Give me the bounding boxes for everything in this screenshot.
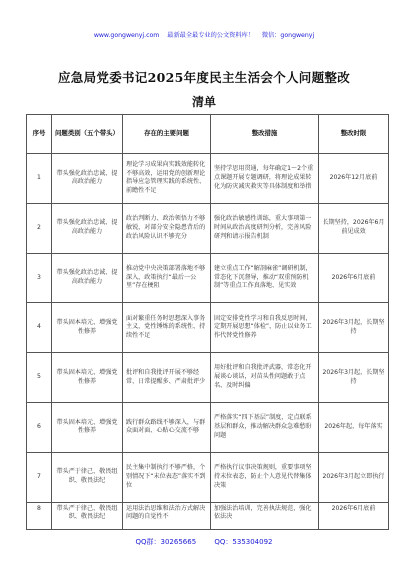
row-deadline: 2026年6月底前 — [319, 253, 389, 303]
table-row — [27, 203, 389, 253]
row-measures: 坚持学思用贯通，每年确定1～2个重点课题开展专题调研，将理论成果转化为防灾减灾救灾等具体制度和举措 — [211, 154, 319, 204]
qq-group: QQ群：30265665 — [135, 538, 197, 546]
row-problem: 民主集中制执行不够严格，个别情况下“末位表态”落实不到位 — [123, 452, 211, 502]
row-index: 2 — [27, 203, 52, 253]
qq-number: QQ：535304092 — [214, 538, 273, 546]
row-deadline: 2026年3月起立即执行 — [319, 452, 389, 502]
document-subtitle: 清单 — [191, 95, 216, 109]
row-measures: 严格落实“四下基层”制度，定点联系基层和群众，推动解决群众急难愁盼问题 — [211, 402, 319, 452]
row-category: 带头强化政治忠诚、提高政治能力 — [52, 203, 123, 253]
row-measures: 加强法治培训，完善执法规范，强化依法决 — [211, 502, 319, 529]
table-row — [27, 253, 389, 303]
header-index: 序号 — [27, 115, 52, 154]
table-row — [27, 452, 389, 502]
row-category: 带头严于律己、敬畏组织、敬畏法纪 — [52, 452, 123, 502]
row-measures: 建立重点工作“解剖麻雀”调研机制，常态化下沉督导，推动“双重预防机制”等重点工作真落地、见实效 — [211, 253, 319, 303]
table-row — [27, 154, 389, 204]
table-row — [27, 402, 389, 452]
row-problem: 运用法治思维和法治方式解决问题的自觉性不 — [123, 502, 211, 529]
row-index: 7 — [27, 452, 52, 502]
row-deadline: 2026年起，每年落实 — [319, 402, 389, 452]
row-index: 4 — [27, 303, 52, 353]
row-problem: 批评和自我批评开展不够经常，日常提醒多、严肃批评少 — [123, 353, 211, 403]
row-problem: 面对繁重任务时思想深入事务主义，党性锤炼的系统性、持续性不足 — [123, 303, 211, 353]
table-header-row — [27, 115, 389, 154]
row-index: 6 — [27, 402, 52, 452]
row-category: 带头固本培元、增强党性修养 — [52, 303, 123, 353]
table-row — [27, 303, 389, 353]
row-problem: 推动党中央决策部署落地不够深入，政策执行“最后一公里”存在梗阻 — [123, 253, 211, 303]
row-measures: 严格执行议事决策规则，重要事项坚持末位表态，防止个人意见代替集体决策 — [211, 452, 319, 502]
row-problem: 理论学习成果向实践效能转化不够高效，运用党的创新理论指导应急管理实践的系统性、前瞻性不足 — [123, 154, 211, 204]
row-deadline: 2026年12月底前 — [319, 154, 389, 204]
row-deadline: 2026年3月起，长期坚持 — [319, 353, 389, 403]
header-category: 问题类别（五个带头） — [52, 115, 123, 154]
row-index: 1 — [27, 154, 52, 204]
site-slogan: 最新最全最专业的公文资料库！ — [167, 32, 254, 39]
row-deadline: 2026年6月底前 — [319, 502, 389, 529]
site-footer — [0, 537, 408, 547]
row-measures: 强化政治敏感性训练，重大事项第一时间从政治高度研判分析，完善风险研判和请示报告机制 — [211, 203, 319, 253]
row-deadline: 2026年3月起，长期坚持 — [319, 303, 389, 353]
row-problem: 政治判断力、政治领悟力不够敏锐，对部分安全隐患背后的政治风险认识不够充分 — [123, 203, 211, 253]
row-deadline: 长期坚持，2026年6月前见成效 — [319, 203, 389, 253]
site-url[interactable]: www.gongwenyj.com — [93, 32, 160, 39]
row-index: 8 — [27, 502, 52, 529]
row-category: 带头固本培元、增强党性修养 — [52, 353, 123, 403]
row-problem: 践行群众路线不够深入，与群众面对面、心贴心交流不够 — [123, 402, 211, 452]
site-header — [0, 30, 408, 39]
header-problem: 存在的主要问题 — [123, 115, 211, 154]
row-category: 带头固本培元、增强党性修养 — [52, 402, 123, 452]
row-category: 带头严于律己、敬畏组织、敬畏法纪 — [52, 502, 123, 529]
header-deadline: 整改时限 — [319, 115, 389, 154]
row-index: 3 — [27, 253, 52, 303]
site-wechat: 微信：gongwenyj — [261, 32, 315, 39]
table-row — [27, 353, 389, 403]
row-measures: 用好批评和自我批评武器，常态化开展谈心谈话，对苗头性问题敢于点名、及时纠偏 — [211, 353, 319, 403]
row-category: 带头强化政治忠诚、提高政治能力 — [52, 154, 123, 204]
header-measures: 整改措施 — [211, 115, 319, 154]
document-title: 应急局党委书记2025年度民主生活会个人问题整改 — [58, 70, 350, 85]
table-row — [27, 502, 389, 529]
rectification-table — [26, 114, 389, 530]
row-category: 带头强化政治忠诚、提高政治能力 — [52, 253, 123, 303]
row-index: 5 — [27, 353, 52, 403]
row-measures: 固定安排党性学习和自我反思时间，定期开展思想“体检”，防止以业务工作代替党性修养 — [211, 303, 319, 353]
